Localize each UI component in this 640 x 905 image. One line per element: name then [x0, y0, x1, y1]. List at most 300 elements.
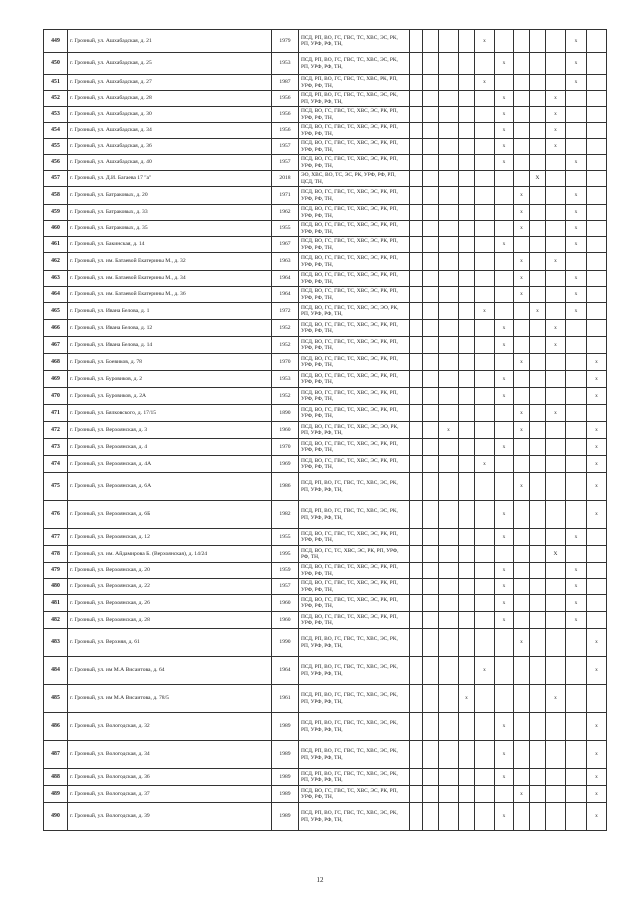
address-cell: г. Грозный, ул. Ашхабадская, д. 34	[68, 123, 272, 139]
period-mark-cell	[530, 371, 546, 388]
period-mark-cell	[410, 563, 423, 579]
period-mark-cell	[530, 91, 546, 107]
period-mark-cell	[475, 221, 495, 237]
address-cell: г. Грозный, ул. Ивана Белова, д. 12	[68, 320, 272, 337]
period-mark-cell	[475, 171, 495, 187]
period-mark-cell	[439, 786, 459, 803]
row-number: 461	[44, 237, 68, 253]
period-mark-cell	[587, 30, 607, 53]
period-mark-cell	[530, 205, 546, 221]
period-mark-cell	[459, 354, 475, 371]
period-mark-cell	[475, 786, 495, 803]
period-mark-cell	[566, 685, 587, 713]
address-cell: г. Грозный, ул. Ашхабадская, д. 28	[68, 91, 272, 107]
address-cell: г. Грозный, ул. им. Батаевой Екатерины М., д. 34	[68, 271, 272, 287]
row-number: 452	[44, 91, 68, 107]
address-cell: г. Грозный, ул. Верхоянская, д. 20	[68, 563, 272, 579]
period-mark-cell	[546, 741, 566, 769]
period-mark-cell	[459, 75, 475, 91]
address-cell: г. Грозный, ул. Верхоянская, д. 4	[68, 439, 272, 456]
year-cell: 1962	[272, 205, 299, 221]
period-mark-cell	[566, 501, 587, 529]
works-list-cell: ПСД, ВО, ГС, ГВС, ТС, ХВС, ЭС, РК, РП, УРФ, РФ, ТН,	[299, 155, 410, 171]
works-list-cell: ПСД, ВО, ГС, ГВС, ТС, ХВС, ЭС, РК, РП, УРФ, РФ, ТН,	[299, 139, 410, 155]
period-mark-cell: x	[546, 337, 566, 354]
year-cell: 1955	[272, 529, 299, 546]
works-list-cell: ПСД, РП, ВО, ГС, ГВС, ТС, ХВС, ЭС, РК, РП, УРФ, РФ, ТН,	[299, 501, 410, 529]
period-mark-cell	[423, 155, 439, 171]
row-number: 449	[44, 30, 68, 53]
period-mark-cell	[530, 529, 546, 546]
period-mark-cell	[546, 786, 566, 803]
period-mark-cell	[566, 171, 587, 187]
period-mark-cell	[530, 405, 546, 422]
period-mark-cell	[459, 253, 475, 271]
period-mark-cell	[475, 529, 495, 546]
period-mark-cell	[410, 546, 423, 563]
year-cell: 1890	[272, 405, 299, 422]
period-mark-cell	[546, 657, 566, 685]
period-mark-cell	[410, 439, 423, 456]
works-list-cell: ПСД, РП, ВО, ГС, ГВС, ТС, ХВС, РК, РП, УРФ, РФ, ТН,	[299, 75, 410, 91]
row-number: 450	[44, 53, 68, 75]
row-number: 453	[44, 107, 68, 123]
period-mark-cell: x	[495, 803, 514, 831]
period-mark-cell: x	[495, 107, 514, 123]
period-mark-cell	[439, 803, 459, 831]
works-list-cell: ПСД, РП, ВО, ГС, ГВС, ТС, ХВС, ЭС, РК, РП, УРФ, РФ, ТН,	[299, 769, 410, 786]
period-mark-cell: x	[495, 53, 514, 75]
year-cell: 1989	[272, 786, 299, 803]
period-mark-cell	[530, 123, 546, 139]
period-mark-cell: x	[495, 501, 514, 529]
period-mark-cell: x	[514, 629, 530, 657]
year-cell: 2018	[272, 171, 299, 187]
period-mark-cell	[495, 205, 514, 221]
period-mark-cell	[514, 439, 530, 456]
period-mark-cell	[423, 221, 439, 237]
period-mark-cell: x	[587, 769, 607, 786]
period-mark-cell	[423, 91, 439, 107]
row-number: 465	[44, 303, 68, 320]
period-mark-cell	[410, 75, 423, 91]
period-mark-cell	[587, 405, 607, 422]
period-mark-cell	[546, 388, 566, 405]
period-mark-cell	[459, 171, 475, 187]
period-mark-cell	[439, 337, 459, 354]
period-mark-cell: x	[514, 221, 530, 237]
table-row	[44, 30, 607, 53]
row-number: 471	[44, 405, 68, 422]
period-mark-cell	[546, 271, 566, 287]
works-list-cell: ПСД, ВО, ГС, ГВС, ТС, ХВС, ЭС, РК, РП, УРФ, РФ, ТН,	[299, 237, 410, 253]
period-mark-cell	[546, 221, 566, 237]
period-mark-cell	[530, 579, 546, 595]
works-list-cell: ЭО, ХВС, ВО, ТС, ЭС, РК, УРФ, РФ, РП, ЦСД, ТН,	[299, 171, 410, 187]
period-mark-cell: x	[587, 371, 607, 388]
period-mark-cell: x	[495, 155, 514, 171]
period-mark-cell	[530, 30, 546, 53]
period-mark-cell	[423, 473, 439, 501]
period-mark-cell	[439, 501, 459, 529]
period-mark-cell	[546, 171, 566, 187]
period-mark-cell: x	[514, 271, 530, 287]
period-mark-cell	[587, 123, 607, 139]
period-mark-cell	[423, 713, 439, 741]
row-number: 466	[44, 320, 68, 337]
row-number: 468	[44, 354, 68, 371]
table-body	[44, 30, 607, 831]
period-mark-cell	[475, 237, 495, 253]
row-number: 485	[44, 685, 68, 713]
address-cell: г. Грозный, ул. Верхоянская, д. 6Б	[68, 501, 272, 529]
period-mark-cell	[410, 388, 423, 405]
period-mark-cell: x	[546, 253, 566, 271]
period-mark-cell	[410, 371, 423, 388]
period-mark-cell	[514, 501, 530, 529]
works-list-cell: ПСД, РП, ВО, ГС, ГВС, ТС, ХВС, ЭС, РК, РП, УРФ, РФ, ТН,	[299, 685, 410, 713]
period-mark-cell: x	[495, 713, 514, 741]
period-mark-cell: x	[530, 303, 546, 320]
address-cell: г. Грозный, ул. Ашхабадская, д. 36	[68, 139, 272, 155]
period-mark-cell	[566, 629, 587, 657]
period-mark-cell	[546, 354, 566, 371]
period-mark-cell	[410, 30, 423, 53]
period-mark-cell	[410, 205, 423, 221]
period-mark-cell	[410, 629, 423, 657]
period-mark-cell	[459, 741, 475, 769]
period-mark-cell	[459, 221, 475, 237]
table-row	[44, 501, 607, 529]
period-mark-cell: x	[566, 205, 587, 221]
table-row	[44, 107, 607, 123]
address-cell: г. Грозный, ул. им М.А Висаитова, д. 64	[68, 657, 272, 685]
period-mark-cell	[495, 685, 514, 713]
period-mark-cell	[475, 595, 495, 612]
row-number: 456	[44, 155, 68, 171]
year-cell: 1952	[272, 388, 299, 405]
period-mark-cell	[514, 563, 530, 579]
period-mark-cell	[530, 221, 546, 237]
table-row	[44, 439, 607, 456]
period-mark-cell: x	[587, 786, 607, 803]
period-mark-cell	[514, 529, 530, 546]
works-list-cell: ПСД, РП, ВО, ГС, ГВС, ТС, ХВС, ЭС, РК, РП, УРФ, РФ, ТН,	[299, 713, 410, 741]
period-mark-cell	[475, 320, 495, 337]
row-number: 488	[44, 769, 68, 786]
period-mark-cell: x	[566, 221, 587, 237]
period-mark-cell	[410, 171, 423, 187]
period-mark-cell: x	[566, 303, 587, 320]
address-cell: г. Грозный, ул. им М.А Висаитова, д. 78/5	[68, 685, 272, 713]
row-number: 473	[44, 439, 68, 456]
works-list-cell: ПСД, РП, ВО, ГС, ГВС, ТС, ХВС, ЭС, РК, РП, УРФ, РФ, ТН,	[299, 803, 410, 831]
period-mark-cell: x	[495, 529, 514, 546]
register-sheet	[43, 29, 606, 831]
table-row	[44, 456, 607, 473]
period-mark-cell	[475, 685, 495, 713]
period-mark-cell	[459, 456, 475, 473]
period-mark-cell: x	[495, 337, 514, 354]
period-mark-cell	[410, 456, 423, 473]
period-mark-cell	[423, 439, 439, 456]
period-mark-cell: x	[475, 75, 495, 91]
period-mark-cell	[587, 563, 607, 579]
period-mark-cell	[439, 205, 459, 221]
table-row	[44, 337, 607, 354]
period-mark-cell: x	[587, 629, 607, 657]
period-mark-cell	[410, 271, 423, 287]
year-cell: 1955	[272, 221, 299, 237]
period-mark-cell	[530, 629, 546, 657]
address-cell: г. Грозный, ул. Буровиков, д. 2	[68, 371, 272, 388]
period-mark-cell: x	[495, 579, 514, 595]
period-mark-cell	[439, 30, 459, 53]
row-number: 472	[44, 422, 68, 439]
year-cell: 1995	[272, 546, 299, 563]
period-mark-cell	[423, 30, 439, 53]
year-cell: 1971	[272, 187, 299, 205]
table-row	[44, 91, 607, 107]
address-cell: г. Грозный, ул. Батраковых, д. 20	[68, 187, 272, 205]
period-mark-cell	[587, 337, 607, 354]
row-number: 489	[44, 786, 68, 803]
period-mark-cell	[530, 612, 546, 629]
period-mark-cell	[495, 271, 514, 287]
period-mark-cell: x	[514, 205, 530, 221]
table-row	[44, 155, 607, 171]
period-mark-cell	[423, 53, 439, 75]
period-mark-cell	[587, 237, 607, 253]
period-mark-cell	[587, 139, 607, 155]
period-mark-cell	[423, 579, 439, 595]
works-list-cell: ПСД, ВО, ГС, ГВС, ТС, ХВС, ЭС, РК, РП, УРФ, РФ, ТН,	[299, 563, 410, 579]
table-row	[44, 657, 607, 685]
period-mark-cell	[423, 287, 439, 303]
period-mark-cell	[514, 139, 530, 155]
period-mark-cell	[546, 529, 566, 546]
period-mark-cell	[587, 205, 607, 221]
works-list-cell: ПСД, ВО, ГС, ГВС, ТС, ХВС, ЭС, РК, РП, УРФ, РФ, ТН,	[299, 529, 410, 546]
year-cell: 1956	[272, 107, 299, 123]
period-mark-cell	[546, 303, 566, 320]
table-row	[44, 371, 607, 388]
period-mark-cell	[439, 187, 459, 205]
period-mark-cell	[546, 612, 566, 629]
year-cell: 1960	[272, 422, 299, 439]
period-mark-cell	[530, 803, 546, 831]
period-mark-cell	[587, 91, 607, 107]
year-cell: 1953	[272, 53, 299, 75]
period-mark-cell	[475, 563, 495, 579]
period-mark-cell	[514, 579, 530, 595]
period-mark-cell	[410, 139, 423, 155]
period-mark-cell	[423, 388, 439, 405]
year-cell: 1963	[272, 253, 299, 271]
period-mark-cell	[439, 237, 459, 253]
period-mark-cell	[423, 422, 439, 439]
year-cell: 1970	[272, 439, 299, 456]
period-mark-cell	[530, 320, 546, 337]
period-mark-cell	[546, 803, 566, 831]
period-mark-cell	[459, 501, 475, 529]
row-number: 483	[44, 629, 68, 657]
period-mark-cell: x	[587, 456, 607, 473]
period-mark-cell	[495, 303, 514, 320]
period-mark-cell	[587, 221, 607, 237]
works-list-cell: ПСД, ВО, ГС, ГВС, ТС, ХВС, ЭС, РК, РП, УРФ, РФ, ТН,	[299, 612, 410, 629]
works-list-cell: ПСД, ВО, ГС, ГВС, ТС, ХВС, ЭС, ЭО, РК, РП, УРФ, РФ, ТН,	[299, 303, 410, 320]
period-mark-cell: X	[546, 546, 566, 563]
period-mark-cell	[439, 529, 459, 546]
address-cell: г. Грозный, ул. Верхоянская, д. 4А	[68, 456, 272, 473]
address-cell: г. Грозный, ул. Вологодская, д. 37	[68, 786, 272, 803]
period-mark-cell	[546, 30, 566, 53]
period-mark-cell	[546, 769, 566, 786]
year-cell: 1961	[272, 685, 299, 713]
period-mark-cell: x	[495, 741, 514, 769]
row-number: 476	[44, 501, 68, 529]
works-list-cell: ПСД, РП, ВО, ГС, ГВС, ТС, ХВС, ЭС, РК, РП, УРФ, РФ, ТН,	[299, 30, 410, 53]
period-mark-cell	[439, 53, 459, 75]
period-mark-cell: x	[566, 579, 587, 595]
period-mark-cell: X	[530, 171, 546, 187]
period-mark-cell	[459, 629, 475, 657]
period-mark-cell	[514, 657, 530, 685]
period-mark-cell	[410, 107, 423, 123]
period-mark-cell	[439, 456, 459, 473]
address-cell: г. Грозный, ул. Ашхабадская, д. 21	[68, 30, 272, 53]
period-mark-cell	[423, 320, 439, 337]
period-mark-cell	[410, 221, 423, 237]
period-mark-cell	[495, 253, 514, 271]
period-mark-cell	[475, 473, 495, 501]
period-mark-cell	[566, 769, 587, 786]
year-cell: 1970	[272, 354, 299, 371]
period-mark-cell	[495, 75, 514, 91]
period-mark-cell	[530, 595, 546, 612]
period-mark-cell	[423, 205, 439, 221]
year-cell: 1972	[272, 303, 299, 320]
address-cell: г. Грозный, ул. Верхняя, д. 61	[68, 629, 272, 657]
period-mark-cell	[475, 287, 495, 303]
works-list-cell: ПСД, ВО, ГС, ГВС, ТС, ХВС, ЭС, РК, РП, УРФ, РФ, ТН,	[299, 123, 410, 139]
period-mark-cell	[439, 303, 459, 320]
period-mark-cell	[475, 271, 495, 287]
period-mark-cell: x	[495, 91, 514, 107]
period-mark-cell	[410, 612, 423, 629]
period-mark-cell	[495, 786, 514, 803]
period-mark-cell: x	[514, 187, 530, 205]
year-cell: 1957	[272, 155, 299, 171]
period-mark-cell: x	[587, 388, 607, 405]
period-mark-cell	[439, 439, 459, 456]
period-mark-cell	[566, 657, 587, 685]
address-cell: г. Грозный, ул. им. Айдамирова Б. (Верхоянская), д. 14/24	[68, 546, 272, 563]
period-mark-cell: x	[514, 354, 530, 371]
period-mark-cell	[530, 786, 546, 803]
period-mark-cell: x	[495, 320, 514, 337]
period-mark-cell	[587, 75, 607, 91]
row-number: 480	[44, 579, 68, 595]
period-mark-cell	[439, 155, 459, 171]
period-mark-cell	[459, 713, 475, 741]
period-mark-cell	[587, 685, 607, 713]
period-mark-cell	[439, 171, 459, 187]
period-mark-cell: x	[587, 422, 607, 439]
period-mark-cell	[546, 439, 566, 456]
period-mark-cell	[439, 579, 459, 595]
period-mark-cell	[546, 579, 566, 595]
period-mark-cell: x	[495, 371, 514, 388]
table-row	[44, 803, 607, 831]
period-mark-cell	[566, 371, 587, 388]
period-mark-cell	[546, 187, 566, 205]
period-mark-cell	[587, 155, 607, 171]
period-mark-cell	[410, 303, 423, 320]
period-mark-cell	[514, 803, 530, 831]
address-cell: г. Грозный, ул. Батраковых, д. 35	[68, 221, 272, 237]
period-mark-cell	[514, 107, 530, 123]
period-mark-cell	[546, 456, 566, 473]
address-cell: г. Грозный, ул. Вологодская, д. 34	[68, 741, 272, 769]
address-cell: г. Грозный, ул. Верхоянская, д. 12	[68, 529, 272, 546]
table-row	[44, 629, 607, 657]
period-mark-cell	[546, 501, 566, 529]
period-mark-cell	[423, 75, 439, 91]
period-mark-cell	[410, 579, 423, 595]
period-mark-cell	[566, 107, 587, 123]
period-mark-cell	[587, 546, 607, 563]
period-mark-cell	[439, 629, 459, 657]
period-mark-cell	[410, 237, 423, 253]
period-mark-cell	[459, 803, 475, 831]
period-mark-cell	[410, 657, 423, 685]
period-mark-cell	[459, 422, 475, 439]
period-mark-cell	[423, 405, 439, 422]
year-cell: 1964	[272, 287, 299, 303]
period-mark-cell	[410, 741, 423, 769]
period-mark-cell	[566, 354, 587, 371]
period-mark-cell	[410, 53, 423, 75]
period-mark-cell	[439, 271, 459, 287]
period-mark-cell	[546, 371, 566, 388]
period-mark-cell	[475, 205, 495, 221]
period-mark-cell	[514, 456, 530, 473]
period-mark-cell	[439, 713, 459, 741]
period-mark-cell	[410, 287, 423, 303]
period-mark-cell	[423, 803, 439, 831]
year-cell: 1960	[272, 612, 299, 629]
period-mark-cell	[587, 303, 607, 320]
works-list-cell: ПСД, ВО, ГС, ГВС, ТС, ХВС, ЭС, РК, РП, УРФ, РФ, ТН,	[299, 187, 410, 205]
row-number: 484	[44, 657, 68, 685]
period-mark-cell: x	[587, 354, 607, 371]
period-mark-cell	[423, 187, 439, 205]
table-row	[44, 287, 607, 303]
address-cell: г. Грозный, ул. Вологодская, д. 36	[68, 769, 272, 786]
period-mark-cell	[423, 371, 439, 388]
period-mark-cell	[459, 529, 475, 546]
period-mark-cell	[566, 388, 587, 405]
period-mark-cell: x	[514, 253, 530, 271]
table-row	[44, 171, 607, 187]
period-mark-cell	[514, 91, 530, 107]
table-row	[44, 354, 607, 371]
period-mark-cell	[410, 803, 423, 831]
address-cell: г. Грозный, ул. Верхоянская, д. 26	[68, 595, 272, 612]
period-mark-cell	[530, 657, 546, 685]
